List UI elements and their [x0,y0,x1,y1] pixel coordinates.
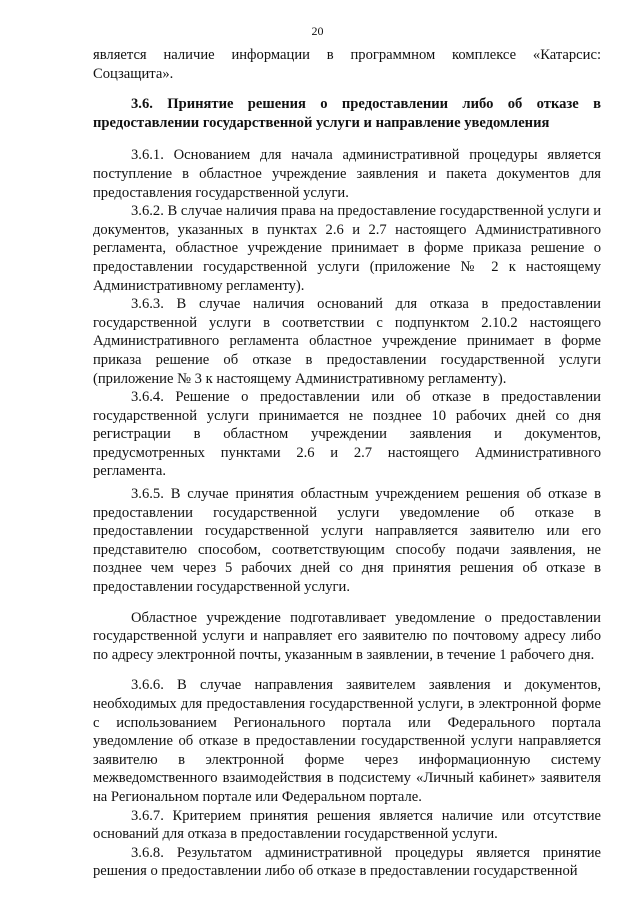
paragraph-3-6-4: 3.6.4. Решение о предоставлении или об отказе в предоставлении государственной услуги принимается не позднее 10 рабочих дней со дня регистрации в областном учреждении заявления и документов, предусмотренных пунктами 2.6 и 2.7 настоящего Административного регламента. [93,389,601,480]
page-number: 20 [311,24,324,38]
paragraph-3-6-1: 3.6.1. Основанием для начала административной процедуры является поступление в областное учреждение заявления и пакета документов для предоставления государственной услуги. [93,147,601,201]
paragraph-3-6-6: 3.6.6. В случае направления заявителем заявления и документов, необходимых для предоставления государственной услуги, в электронной форме с использованием Регионального портала или Федерального портала уведомление об отказе в предоставлении государственной услуги направляется заявителю в электронной форме через информационную систему межведомственного взаимодействия в подсистему «Личный кабинет» заявителя на Региональном портале или Федеральном портале. [93,677,601,805]
intro-paragraph: является наличие информации в программном комплексе «Катарсис: Соцзащита». [93,47,601,82]
document-body [93,46,601,881]
paragraph-3-6-7: 3.6.7. Критерием принятия решения является наличие или отсутствие оснований для отказа в предоставлении государственной услуги. [93,807,601,843]
paragraph-3-6-3: 3.6.3. В случае наличия оснований для отказа в предоставлении государственной услуги в соответствии с подпунктом 2.10.2 настоящего Административного регламента областное учреждение принимает в форме приказа решение об отказе в предоставлении государственной услуги (приложение № 3 к настоящему Административному регламенту). [93,296,601,387]
paragraph-3-6-2: 3.6.2. В случае наличия права на предоставление государственной услуги и документов, указанных в пунктах 2.6 и 2.7 настоящего Административного регламента, областное учреждение принимает в форме приказа решение о предоставлении государственной услуги (приложение № 2 к настоящему Административному регламенту). [93,203,601,294]
paragraph-3-6-8: 3.6.8. Результатом административной процедуры является принятие решения о предоставлении либо об отказе в предоставлении государственной [93,844,601,880]
paragraph-notification: Областное учреждение подготавливает уведомление о предоставлении государственной услуги и направляет его заявителю по почтовому адресу либо по адресу электронной почты, указанным в заявлении, в течение 1 рабочего дня. [93,609,601,663]
section-heading: 3.6. Принятие решения о предоставлении либо об отказе в предоставлении государственной услуги и направление уведомления [93,96,601,131]
paragraph-3-6-5: 3.6.5. В случае принятия областным учреждением решения об отказе в предоставлении государственной услуги уведомление об отказе в предоставлении государственной услуги направляется заявителю или его представителю способом, соответствующим способу подачи заявления, не позднее чем через 5 рабочих дней со дня принятия решения об отказе в предоставлении государственной услуги. [93,486,601,596]
